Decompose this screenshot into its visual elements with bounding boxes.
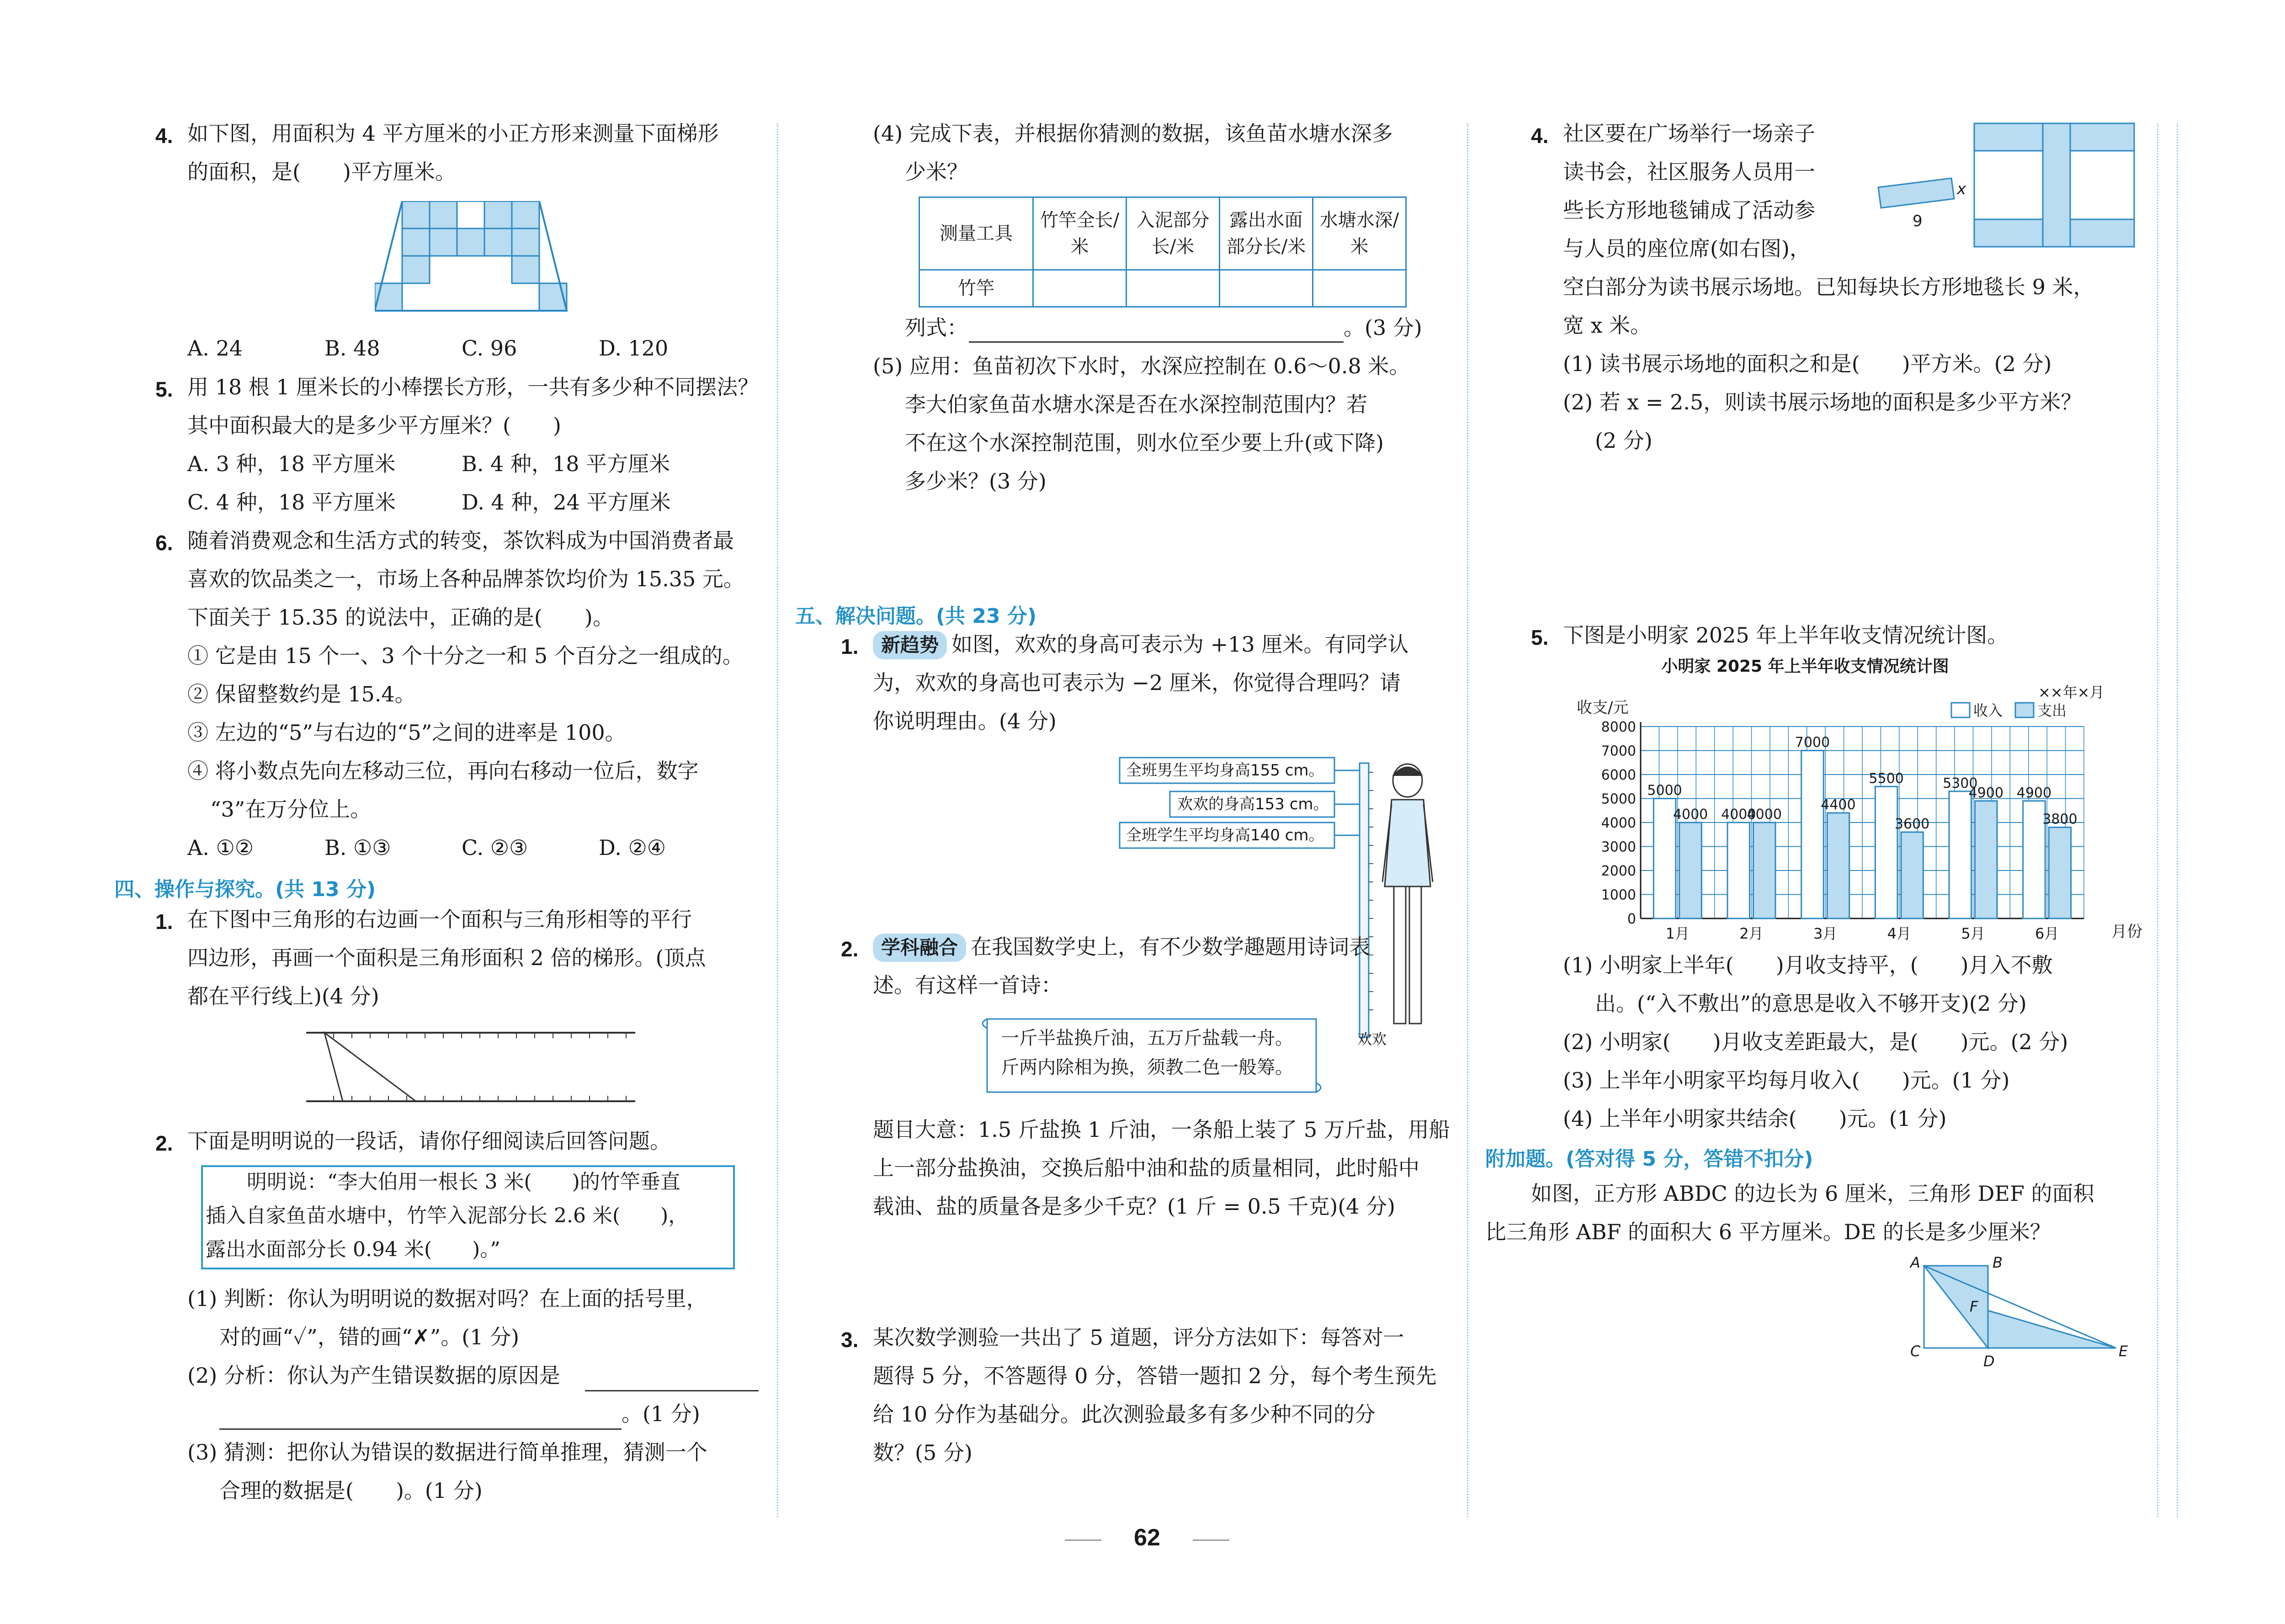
s2-meaning-line3: 载油、盐的质量各是多少千克？(1 斤 = 0.5 千克)(4 分) bbox=[873, 1194, 1396, 1219]
q4-line2: 的面积，是( )平方厘米。 bbox=[187, 159, 456, 184]
q4-part4-line2: 少米？ bbox=[905, 159, 968, 184]
s3-line4: 数？(5 分) bbox=[873, 1440, 972, 1465]
bar-expense bbox=[1754, 823, 1776, 918]
formula-score: 。(3 分) bbox=[1344, 315, 1422, 340]
income-expense-bar-chart bbox=[1568, 653, 2152, 946]
table-cell-water-depth[interactable] bbox=[1313, 270, 1406, 307]
page-number-right-rule bbox=[1193, 1539, 1229, 1541]
chart-y-axis-label: 收支/元 bbox=[1577, 699, 1629, 717]
column-divider-1 bbox=[777, 123, 778, 1517]
legend-income-label: 收入 bbox=[1973, 702, 2003, 719]
table-header-above-water: 露出水面部分长/米 bbox=[1220, 197, 1313, 270]
c3-q5-line1: 下图是小明家 2025 年上半年收支情况统计图。 bbox=[1563, 623, 2009, 647]
bar-income bbox=[2023, 801, 2046, 918]
s3-line3: 给 10 分作为基础分。此次测验最多有多少种不同的分 bbox=[873, 1402, 1376, 1427]
s2-line1 bbox=[873, 928, 1370, 966]
right-margin-strip bbox=[2157, 123, 2178, 1517]
bar-expense bbox=[2049, 828, 2071, 919]
q4-part5-line2: 李大伯家鱼苗水塘水深是否在水深控制范围内？若 bbox=[905, 392, 1367, 417]
s3-line2: 题得 5 分，不答题得 0 分，答错一题扣 2 分，每个考生预先 bbox=[873, 1364, 1437, 1388]
q5-option-c: C. 4 种，18 平方厘米 bbox=[187, 490, 396, 515]
c3-q4-part2-line2: (2 分) bbox=[1595, 428, 1653, 453]
bonus-line2: 比三角形 ABF 的面积大 6 平方厘米。DE 的长是多少厘米？ bbox=[1485, 1220, 2051, 1244]
op2-part3-line2: 合理的数据是( )。(1 分) bbox=[219, 1478, 483, 1503]
huanhuan-name-label: 欢欢 bbox=[1357, 1030, 1387, 1046]
page-number: 62 bbox=[1134, 1524, 1160, 1551]
point-a-label: A bbox=[1910, 1257, 1920, 1271]
x-tick-label: 5月 bbox=[1961, 925, 1985, 942]
q6-statement-4: ④ 将小数点先向左移动三位，再向右移动一位后，数字 bbox=[187, 759, 699, 783]
c3-q4-line2: 读书会，社区服务人员用一 bbox=[1563, 159, 1815, 184]
q4-line1: 如下图，用面积为 4 平方厘米的小正方形来测量下面梯形 bbox=[187, 121, 719, 146]
bonus-line1: 如图，正方形 ABDC 的边长为 6 厘米，三角形 DEF 的面积 bbox=[1531, 1181, 2094, 1206]
q6-option-c: C. ②③ bbox=[462, 835, 528, 860]
x-tick-label: 3月 bbox=[1813, 925, 1838, 942]
q5-number: 5. bbox=[155, 377, 173, 401]
c3-q5-part4: (4) 上半年小明家共结余( )元。(1 分) bbox=[1563, 1106, 1947, 1131]
q6-option-a: A. ①② bbox=[187, 835, 254, 860]
square-triangle-figure bbox=[1897, 1257, 2143, 1375]
bar-income bbox=[1875, 786, 1897, 918]
data-label-expense: 4000 bbox=[1747, 807, 1782, 823]
q4-part5-line1: (5) 应用：鱼苗初次下水时，水深应控制在 0.6～0.8 米。 bbox=[873, 354, 1410, 378]
q6-line3: 下面关于 15.35 的说法中，正确的是( )。 bbox=[187, 605, 614, 630]
op2-part2-answer-line-1[interactable] bbox=[585, 1389, 759, 1391]
op2-part1-line2: 对的画“✓”，错的画“✗”。(1 分) bbox=[219, 1325, 520, 1349]
poem-line2: 斤两内除相为换，须教二色一般筹。 bbox=[1001, 1057, 1293, 1078]
s2-line2: 述。有这样一首诗： bbox=[873, 973, 1062, 998]
s3-number: 3. bbox=[841, 1328, 859, 1352]
c3-q5-part1-line1: (1) 小明家上半年( )月收支持平，( )月入不敷 bbox=[1563, 953, 2053, 977]
op1-line3: 都在平行线上)(4 分) bbox=[187, 984, 379, 1008]
data-label-income: 4000 bbox=[1721, 807, 1756, 823]
op2-part2-line1: (2) 分析：你认为产生错误数据的原因是 bbox=[187, 1363, 560, 1388]
s1-line3: 你说明理由。(4 分) bbox=[873, 709, 1057, 733]
huanhuan-height-label: 欢欢的身高153 cm。 bbox=[1177, 795, 1329, 813]
data-label-expense: 4000 bbox=[1673, 807, 1708, 823]
bar-income bbox=[1727, 823, 1750, 918]
data-label-income: 5500 bbox=[1869, 770, 1904, 787]
q4-number: 4. bbox=[155, 124, 173, 148]
data-label-expense: 4900 bbox=[1968, 785, 2003, 801]
q5-line1: 用 18 根 1 厘米长的小棒摆长方形，一共有多少种不同摆法？ bbox=[187, 375, 759, 399]
bonus-title: 附加题。(答对得 5 分，答错不扣分) bbox=[1485, 1147, 1813, 1171]
y-tick-label: 8000 bbox=[1601, 719, 1636, 735]
y-tick-label: 7000 bbox=[1601, 743, 1636, 759]
c3-q4-line6: 宽 x 米。 bbox=[1563, 313, 1652, 338]
point-f-label: F bbox=[1970, 1298, 1978, 1315]
bar-expense bbox=[1975, 801, 1998, 918]
y-tick-label: 0 bbox=[1627, 911, 1636, 927]
q4-option-b: B. 48 bbox=[324, 336, 380, 361]
data-label-income: 5000 bbox=[1647, 782, 1682, 799]
column-divider-2 bbox=[1467, 123, 1468, 1517]
s1-line1-text: 如图，欢欢的身高可表示为 +13 厘米。有同学认 bbox=[951, 632, 1409, 657]
s2-number: 2. bbox=[841, 937, 859, 961]
bar-income bbox=[1653, 799, 1676, 919]
op1-line1: 在下图中三角形的右边画一个面积与三角形相等的平行 bbox=[187, 907, 692, 932]
table-cell-full-length[interactable] bbox=[1033, 270, 1127, 307]
q5-line2: 其中面积最大的是多少平方厘米？( ) bbox=[187, 413, 561, 438]
boys-average-label: 全班男生平均身高155 cm。 bbox=[1126, 761, 1324, 780]
point-e-label: E bbox=[2119, 1343, 2128, 1360]
table-header-full-length: 竹竿全长/米 bbox=[1033, 197, 1127, 270]
x-tick-label: 1月 bbox=[1665, 925, 1690, 942]
data-label-income: 5300 bbox=[1943, 775, 1978, 791]
quote-line1: 明明说：“李大伯用一根长 3 米( )的竹竿垂直 bbox=[247, 1170, 680, 1194]
chart-x-axis-label: 月份 bbox=[2111, 923, 2142, 941]
s2-meaning-line2: 上一部分盐换油，交换后船中油和盐的质量相同，此时船中 bbox=[873, 1156, 1419, 1180]
q5-option-a: A. 3 种，18 平方厘米 bbox=[187, 451, 396, 476]
chart-title: 小明家 2025 年上半年收支情况统计图 bbox=[1661, 657, 1949, 676]
data-label-expense: 4400 bbox=[1821, 797, 1856, 813]
page-number-area bbox=[1065, 1524, 1229, 1556]
point-d-label: D bbox=[1983, 1353, 1995, 1370]
c3-q5-part3: (3) 上半年小明家平均每月收入( )元。(1 分) bbox=[1563, 1068, 2010, 1093]
data-label-expense: 3600 bbox=[1894, 816, 1930, 832]
formula-answer-line[interactable] bbox=[969, 340, 1344, 343]
q4-option-d: D. 120 bbox=[599, 336, 669, 361]
bar-expense bbox=[1679, 823, 1702, 918]
poem-line1: 一斤半盐换斤油，五万斤盐载一舟。 bbox=[1001, 1028, 1293, 1049]
table-cell-tool: 竹竿 bbox=[919, 270, 1033, 307]
table-cell-mud-length[interactable] bbox=[1127, 270, 1220, 307]
op2-part1-line1: (1) 判断：你认为明明说的数据对吗？在上面的括号里， bbox=[187, 1286, 707, 1311]
q4-option-c: C. 96 bbox=[462, 336, 517, 361]
measurement-table bbox=[919, 196, 1407, 308]
y-tick-label: 4000 bbox=[1601, 815, 1636, 831]
formula-label: 列式： bbox=[905, 315, 968, 340]
op2-part2-answer-line-2[interactable] bbox=[219, 1428, 622, 1430]
op2-part2-line2: 。(1 分) bbox=[622, 1401, 700, 1426]
q6-statement-1: ① 它是由 15 个一、3 个十分之一和 5 个百分之一组成的。 bbox=[187, 643, 744, 668]
q6-option-b: B. ①③ bbox=[324, 835, 391, 860]
quote-line3: 露出水面部分长 0.94 米( )。” bbox=[206, 1238, 500, 1261]
section-5-title: 五、解决问题。(共 23 分) bbox=[795, 605, 1037, 628]
c3-q4-line5: 空白部分为读书展示场地。已知每块长方形地毯长 9 米， bbox=[1563, 275, 2094, 299]
legend-expense-label: 支出 bbox=[2037, 702, 2067, 719]
c3-q4-part2-line1: (2) 若 x = 2.5，则读书展示场地的面积是多少平方米？ bbox=[1563, 390, 2082, 414]
quote-line2: 插入自家鱼苗水塘中，竹竿入泥部分长 2.6 米( )， bbox=[206, 1204, 689, 1227]
s1-line2: 为，欢欢的身高也可表示为 −2 厘米，你觉得合理吗？请 bbox=[873, 670, 1401, 695]
y-tick-label: 6000 bbox=[1601, 767, 1636, 783]
s2-meaning-line1: 题目大意：1.5 斤盐换 1 斤油，一条船上装了 5 万斤盐，用船 bbox=[873, 1117, 1450, 1142]
s1-line1 bbox=[873, 625, 1408, 663]
y-tick-label: 1000 bbox=[1601, 887, 1636, 903]
child-huanhuan-icon bbox=[1382, 764, 1433, 1024]
c3-q4-line4: 与人员的座位席(如右图)， bbox=[1563, 236, 1811, 261]
y-tick-label: 3000 bbox=[1601, 839, 1636, 855]
table-header-mud-length: 入泥部分长/米 bbox=[1127, 197, 1220, 270]
op2-part3-line1: (3) 猜测：把你认为错误的数据进行简单推理，猜测一个 bbox=[187, 1440, 707, 1465]
q4-option-a: A. 24 bbox=[187, 336, 243, 361]
interdisciplinary-tag: 学科融合 bbox=[873, 934, 966, 962]
c3-q5-number: 5. bbox=[1531, 626, 1549, 649]
s3-line1: 某次数学测验一共出了 5 道题，评分方法如下：每答对一 bbox=[873, 1325, 1404, 1350]
op2-number: 2. bbox=[155, 1131, 173, 1155]
q6-statement-3: ③ 左边的“5”与右边的“5”之间的进率是 100。 bbox=[187, 720, 626, 745]
bar-income bbox=[1949, 791, 1971, 918]
op1-line2: 四边形，再画一个面积是三角形面积 2 倍的梯形。(顶点 bbox=[187, 945, 706, 970]
s2-line1-text: 在我国数学史上，有不少数学趣题用诗词表 bbox=[971, 934, 1371, 959]
section-4-title: 四、操作与探究。(共 13 分) bbox=[114, 878, 376, 901]
x-tick-label: 2月 bbox=[1739, 925, 1764, 942]
y-tick-label: 5000 bbox=[1601, 791, 1636, 807]
bar-expense bbox=[1827, 813, 1849, 918]
c3-q4-part1: (1) 读书展示场地的面积之和是( )平方米。(2 分) bbox=[1563, 351, 2052, 376]
legend-expense-swatch bbox=[2015, 703, 2034, 717]
q6-statement-4-cont: “3”在万分位上。 bbox=[210, 797, 372, 822]
point-c-label: C bbox=[1910, 1343, 1921, 1360]
legend-income-swatch bbox=[1951, 703, 1970, 717]
q4-part5-line3: 不在这个水深控制范围，则水位至少要上升(或下降) bbox=[905, 430, 1384, 455]
s1-number: 1. bbox=[841, 635, 859, 658]
c3-q4-line3: 些长方形地毯铺成了活动参 bbox=[1563, 198, 1815, 223]
y-tick-label: 2000 bbox=[1601, 863, 1636, 879]
c3-q5-part2: (2) 小明家( )月收支差距最大，是( )元。(2 分) bbox=[1563, 1030, 2068, 1054]
bar-expense bbox=[1901, 832, 1924, 918]
height-comparison-figure bbox=[1115, 754, 1458, 1046]
class-average-label: 全班学生平均身高140 cm。 bbox=[1126, 826, 1324, 844]
q6-line1: 随着消费观念和生活方式的转变，茶饮料成为中国消费者最 bbox=[187, 528, 734, 553]
q4-part4-line1: (4) 完成下表，并根据你猜测的数据，该鱼苗水塘水深多 bbox=[873, 121, 1393, 146]
carpet-length-label: 9 bbox=[1913, 212, 1923, 230]
c3-q4-line1: 社区要在广场举行一场亲子 bbox=[1563, 121, 1815, 146]
q6-statement-2: ② 保留整数约是 15.4。 bbox=[187, 682, 416, 706]
table-header-tool: 测量工具 bbox=[919, 197, 1033, 270]
point-b-label: B bbox=[1993, 1257, 2003, 1271]
c3-q4-number: 4. bbox=[1531, 124, 1549, 148]
x-tick-label: 4月 bbox=[1887, 925, 1912, 942]
new-trend-tag: 新趋势 bbox=[873, 631, 947, 659]
data-label-income: 4900 bbox=[2016, 785, 2052, 801]
q5-option-d: D. 4 种，24 平方厘米 bbox=[462, 490, 671, 515]
data-label-income: 7000 bbox=[1795, 734, 1830, 751]
q6-option-d: D. ②④ bbox=[599, 835, 666, 860]
parallel-lines-triangle-figure bbox=[306, 1024, 635, 1115]
op2-line1: 下面是明明说的一段话，请你仔细阅读后回答问题。 bbox=[187, 1129, 671, 1153]
carpet-layout-figure bbox=[1874, 119, 2139, 256]
bar-income bbox=[1801, 751, 1823, 919]
table-cell-above-water[interactable] bbox=[1220, 270, 1313, 307]
c3-q5-part1-line2: 出。(“入不敷出”的意思是收入不够开支)(2 分) bbox=[1595, 991, 2027, 1016]
x-tick-label: 6月 bbox=[2035, 925, 2059, 942]
trapezoid-grid-figure bbox=[375, 201, 594, 320]
page-number-left-rule bbox=[1065, 1539, 1101, 1541]
q5-option-b: B. 4 种，18 平方厘米 bbox=[462, 451, 670, 476]
q4-part5-line4: 多少米？(3 分) bbox=[905, 469, 1047, 494]
q6-line2: 喜欢的饮品类之一，市场上各种品牌茶饮均价为 15.35 元。 bbox=[187, 567, 744, 591]
op1-number: 1. bbox=[155, 910, 173, 934]
data-label-expense: 3800 bbox=[2042, 811, 2078, 828]
table-header-water-depth: 水塘水深/米 bbox=[1313, 197, 1406, 270]
carpet-width-label: x bbox=[1957, 180, 1966, 198]
chart-date-note: ××年×月 bbox=[2038, 684, 2104, 701]
q6-number: 6. bbox=[155, 531, 173, 555]
